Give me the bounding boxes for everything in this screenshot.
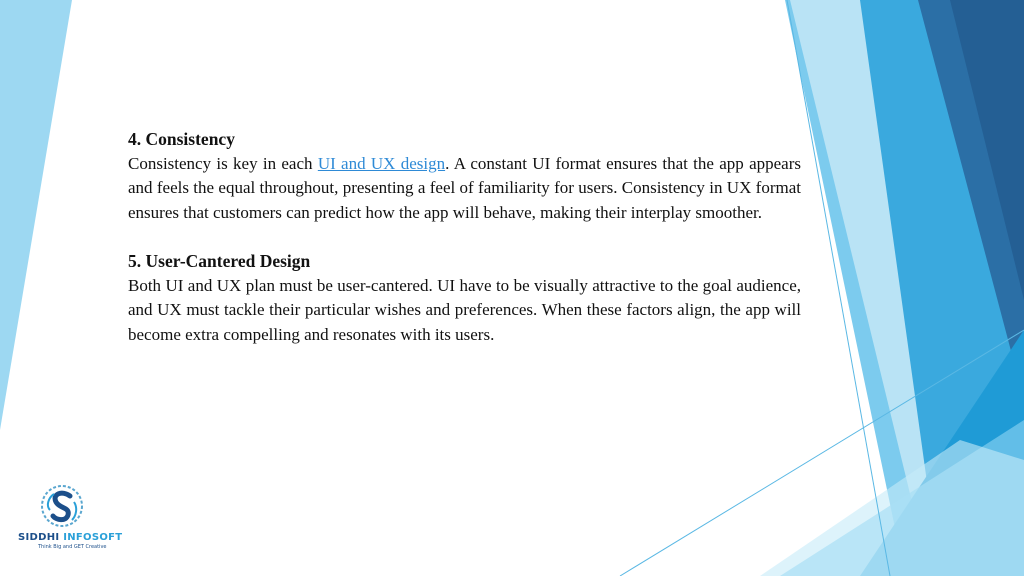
section-heading-consistency: 4. Consistency	[128, 129, 235, 149]
section-text-user-centered: Both UI and UX plan must be user-cantered. UI have to be visually attractive to the goal audience, and UX must tackle their particular wishes and preferences. When these factors align, the app will become extra compelling and resonates with its users.	[128, 275, 801, 344]
text-before-link: Consistency is key in each	[128, 153, 318, 173]
logo-name-part2: INFOSOFT	[63, 532, 123, 543]
text-after-link: . A constant UI format ensures that the app appears and feels the equal throughout, presenting a feel of familiarity for users. Consistency in UX format ensures that customers can predict how the app will behave, making their interplay smoother.	[128, 153, 801, 222]
main-content	[128, 127, 801, 347]
logo-tagline: Think Big and GET Creative	[38, 544, 107, 550]
section-text-consistency	[128, 152, 801, 226]
section-heading-user-centered: 5. User-Cantered Design	[128, 251, 311, 271]
section-gap	[128, 225, 801, 249]
ui-ux-design-link[interactable]: UI and UX design	[317, 153, 446, 173]
logo-name-part1: SIDDHI	[18, 532, 64, 543]
logo-wordmark	[18, 532, 122, 543]
left-decorative-wedge	[0, 0, 72, 430]
